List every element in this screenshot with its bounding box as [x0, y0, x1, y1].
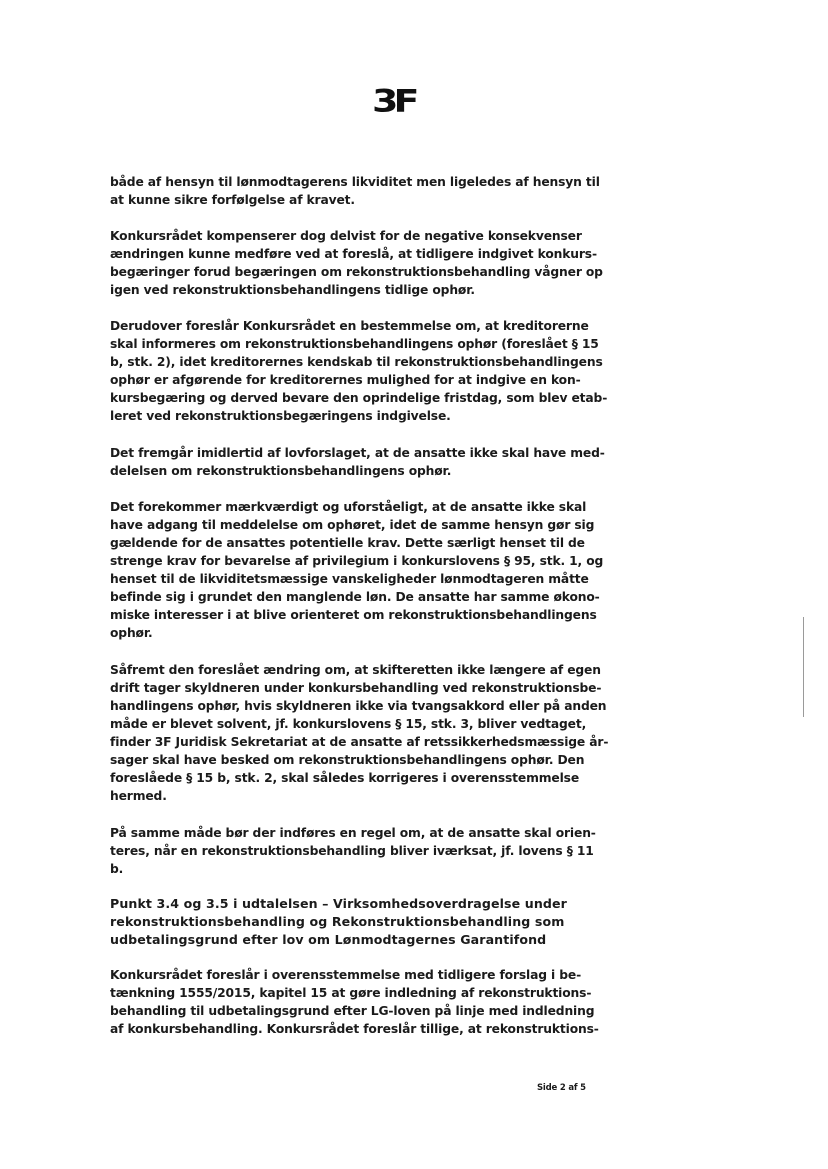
text-line: hermed. — [110, 789, 167, 803]
text-line: teres, når en rekonstruktionsbehandling bliver iværksat, jf. lovens § 11 — [110, 844, 594, 858]
paragraph — [110, 227, 603, 299]
page-number: Side 2 af 5 — [537, 1083, 586, 1093]
3f-logo: 3F — [372, 82, 415, 120]
text-line: strenge krav for bevarelse af privilegium i konkurslovens § 95, stk. 1, og — [110, 554, 604, 568]
text-line: både af hensyn til lønmodtagerens likviditet men ligeledes af hensyn til — [110, 175, 600, 189]
text-line: befinde sig i grundet den manglende løn. De ansatte har samme økono- — [110, 590, 600, 604]
text-line: b, stk. 2), idet kreditorernes kendskab til rekonstruktionsbehandlingens — [110, 355, 603, 369]
text-line: Det fremgår imidlertid af lovforslaget, at de ansatte ikke skal have med- — [110, 446, 605, 460]
text-line: b. — [110, 862, 124, 876]
text-line: Derudover foreslår Konkursrådet en bestemmelse om, at kreditorerne — [110, 319, 589, 333]
text-line: gældende for de ansattes potentielle krav. Dette særligt henset til de — [110, 536, 585, 550]
text-line: skal informeres om rekonstruktionsbehandlingens ophør (foreslået § 15 — [110, 337, 599, 351]
text-line: kursbegæring og derved bevare den oprindelige fristdag, som blev etab- — [110, 391, 608, 405]
text-line: drift tager skyldneren under konkursbehandling ved rekonstruktionsbe- — [110, 681, 602, 695]
paragraph — [110, 444, 605, 480]
text-line: leret ved rekonstruktionsbegæringens indgivelse. — [110, 409, 451, 423]
text-line: ophør er afgørende for kreditorernes mulighed for at indgive en kon- — [110, 373, 581, 387]
text-line: af konkursbehandling. Konkursrådet foreslår tillige, at rekonstruktions- — [110, 1022, 599, 1036]
margin-scan-line — [803, 617, 804, 717]
paragraph — [110, 317, 608, 425]
paragraph — [110, 966, 599, 1038]
text-line: handlingens ophør, hvis skyldneren ikke via tvangsakkord eller på anden — [110, 699, 607, 713]
text-line: finder 3F Juridisk Sekretariat at de ansatte af retssikkerhedsmæssige år- — [110, 735, 609, 749]
heading-line: udbetalingsgrund efter lov om Lønmodtagernes Garantifond — [110, 932, 547, 947]
paragraph — [110, 824, 596, 878]
text-line: behandling til udbetalingsgrund efter LG-loven på linje med indledning — [110, 1004, 595, 1018]
text-line: ændringen kunne medføre ved at foreslå, at tidligere indgivet konkurs- — [110, 247, 597, 261]
text-line: igen ved rekonstruktionsbehandlingens tidlige ophør. — [110, 283, 475, 297]
text-line: at kunne sikre forfølgelse af kravet. — [110, 193, 355, 207]
paragraph — [110, 498, 604, 642]
paragraph — [110, 173, 600, 209]
text-line: måde er blevet solvent, jf. konkurslovens § 15, stk. 3, bliver vedtaget, — [110, 717, 587, 731]
text-line: Det forekommer mærkværdigt og uforståeligt, at de ansatte ikke skal — [110, 500, 587, 514]
text-line: På samme måde bør der indføres en regel om, at de ansatte skal orien- — [110, 826, 596, 840]
text-line: henset til de likviditetsmæssige vanskeligheder lønmodtageren måtte — [110, 572, 589, 586]
heading-line: rekonstruktionsbehandling og Rekonstruktionsbehandling som — [110, 914, 565, 929]
heading-line: Punkt 3.4 og 3.5 i udtalelsen – Virksomhedsoverdragelse under — [110, 896, 567, 911]
text-line: sager skal have besked om rekonstruktionsbehandlingens ophør. Den — [110, 753, 585, 767]
letter-body — [110, 173, 609, 1038]
text-line: Såfremt den foreslået ændring om, at skifteretten ikke længere af egen — [110, 663, 601, 677]
text-line: Konkursrådet kompenserer dog delvist for de negative konsekvenser — [110, 229, 582, 243]
text-line: delelsen om rekonstruktionsbehandlingens ophør. — [110, 464, 452, 478]
text-line: miske interesser i at blive orienteret om rekonstruktionsbehandlingens — [110, 608, 597, 622]
text-line: Konkursrådet foreslår i overensstemmelse med tidligere forslag i be- — [110, 968, 582, 982]
text-line: ophør. — [110, 626, 153, 640]
text-line: have adgang til meddelelse om ophøret, idet de samme hensyn gør sig — [110, 518, 595, 532]
text-line: tænkning 1555/2015, kapitel 15 at gøre indledning af rekonstruktions- — [110, 986, 592, 1000]
section-heading — [110, 895, 590, 949]
text-line: foreslåede § 15 b, stk. 2, skal således korrigeres i overensstemmelse — [110, 771, 580, 785]
paragraph — [110, 661, 609, 805]
text-line: begæringer forud begæringen om rekonstruktionsbehandling vågner op — [110, 265, 603, 279]
